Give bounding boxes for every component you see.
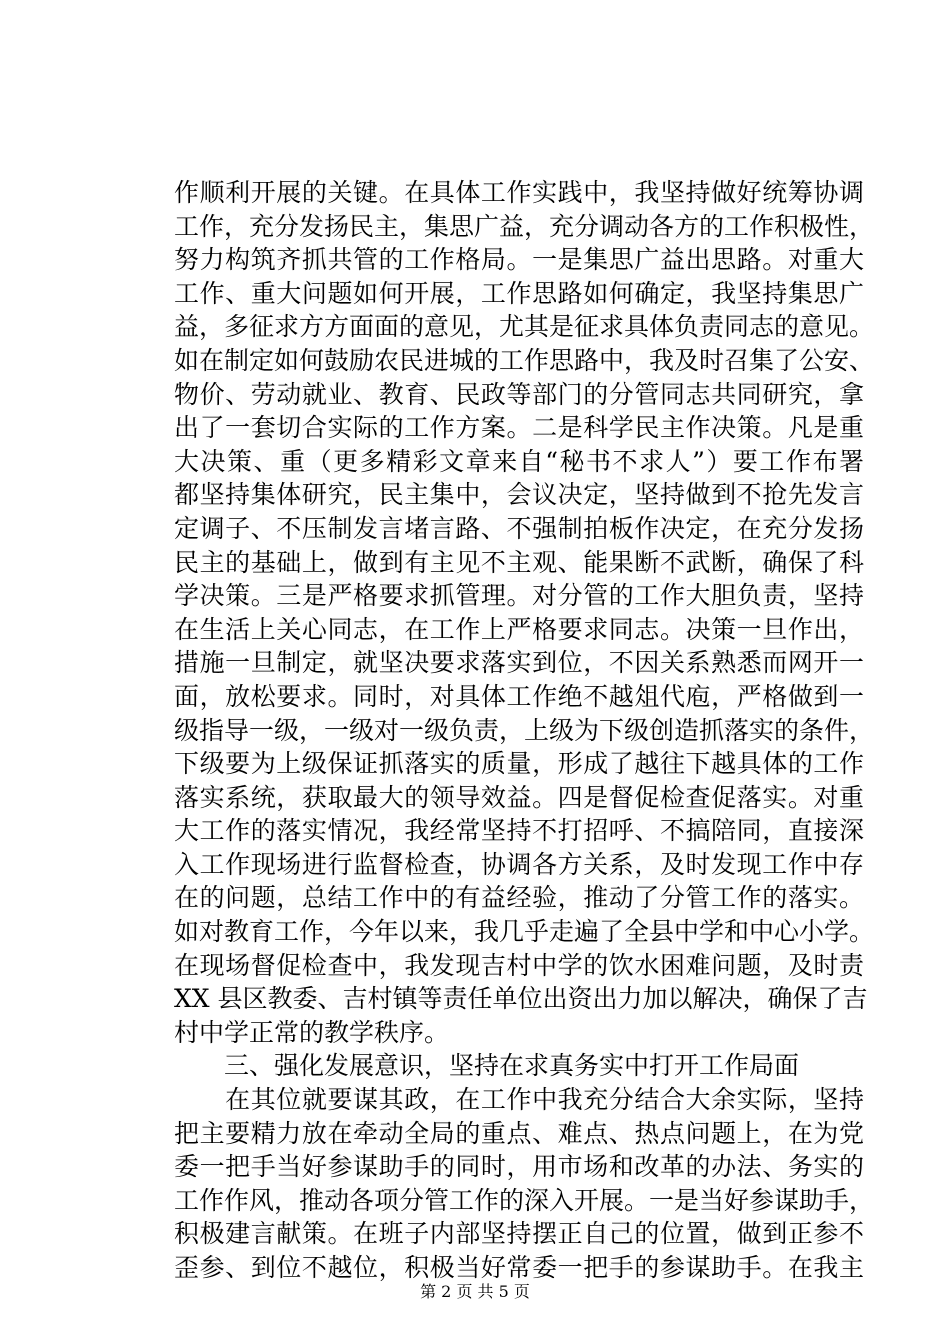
page-footer: 第 2 页 共 5 页 xyxy=(420,1282,530,1301)
text-line: 在的问题，总结工作中的有益经验，推动了分管工作的落实。 xyxy=(174,883,864,913)
text-line: 民主的基础上，做到有主见不主观、能果断不武断，确保了科 xyxy=(174,547,864,577)
text-line: 努力构筑齐抓共管的工作格局。一是集思广益出思路。对重大 xyxy=(174,245,864,275)
text-line: 在现场督促检查中，我发现吉村中学的饮水困难问题，及时责 xyxy=(174,950,864,980)
text-line: 把主要精力放在牵动全局的重点、难点、热点问题上，在为党 xyxy=(174,1118,864,1148)
text-line: 大决策、重（更多精彩文章来自“秘书不求人”）要工作布署 xyxy=(174,446,864,476)
text-line: 落实系统，获取最大的领导效益。四是督促检查促落实。对重 xyxy=(174,782,864,812)
body-text xyxy=(174,176,875,1285)
text-line: 物价、劳动就业、教育、民政等部门的分管同志共同研究，拿 xyxy=(174,379,864,409)
text-line: 入工作现场进行监督检查，协调各方关系，及时发现工作中存 xyxy=(174,849,864,879)
text-line: 如在制定如何鼓励农民进城的工作思路中，我及时召集了公安、 xyxy=(174,345,875,375)
text-line: 下级要为上级保证抓落实的质量，形成了越往下越具体的工作 xyxy=(174,749,864,779)
text-line: 工作，充分发扬民主，集思广益，充分调动各方的工作积极性， xyxy=(174,211,875,241)
text-line: 级指导一级，一级对一级负责，上级为下级创造抓落实的条件， xyxy=(174,715,875,745)
text-line: 在生活上关心同志，在工作上严格要求同志。决策一旦作出， xyxy=(174,614,864,644)
text-line: 大工作的落实情况，我经常坚持不打招呼、不搞陪同，直接深 xyxy=(174,816,864,846)
text-line: 如对教育工作，今年以来，我几乎走遍了全县中学和中心小学。 xyxy=(174,917,875,947)
text-line: 出了一套切合实际的工作方案。二是科学民主作决策。凡是重 xyxy=(174,413,864,443)
text-line: XX 县区教委、吉村镇等责任单位出资出力加以解决，确保了吉 xyxy=(174,984,868,1014)
text-line: 三、强化发展意识，坚持在求真务实中打开工作局面 xyxy=(174,1051,800,1081)
text-line: 作顺利开展的关键。在具体工作实践中，我坚持做好统筹协调 xyxy=(174,178,864,207)
text-line: 在其位就要谋其政，在工作中我充分结合大余实际，坚持 xyxy=(174,1085,864,1115)
text-line: 歪参、到位不越位，积极当好常委一把手的参谋助手。在我主 xyxy=(174,1253,864,1282)
text-line: 工作、重大问题如何开展，工作思路如何确定，我坚持集思广 xyxy=(174,278,864,308)
text-line: 工作作风，推动各项分管工作的深入开展。一是当好参谋助手， xyxy=(174,1185,875,1215)
text-line: 委一把手当好参谋助手的同时，用市场和改革的办法、务实的 xyxy=(174,1152,864,1182)
text-line: 学决策。三是严格要求抓管理。对分管的工作大胆负责，坚持 xyxy=(174,581,864,611)
text-line: 面，放松要求。同时，对具体工作绝不越俎代庖，严格做到一 xyxy=(174,681,864,711)
text-line: 措施一旦制定，就坚决要求落实到位，不因关系熟悉而网开一 xyxy=(174,648,864,678)
text-line: 村中学正常的教学秩序。 xyxy=(174,1017,450,1047)
text-line: 积极建言献策。在班子内部坚持摆正自己的位置，做到正参不 xyxy=(174,1219,864,1249)
text-line: 都坚持集体研究，民主集中，会议决定，坚持做到不抢先发言 xyxy=(174,480,864,510)
text-line: 定调子、不压制发言堵言路、不强制拍板作决定，在充分发扬 xyxy=(174,513,864,543)
text-line: 益，多征求方方面面的意见，尤其是征求具体负责同志的意见。 xyxy=(174,312,875,342)
